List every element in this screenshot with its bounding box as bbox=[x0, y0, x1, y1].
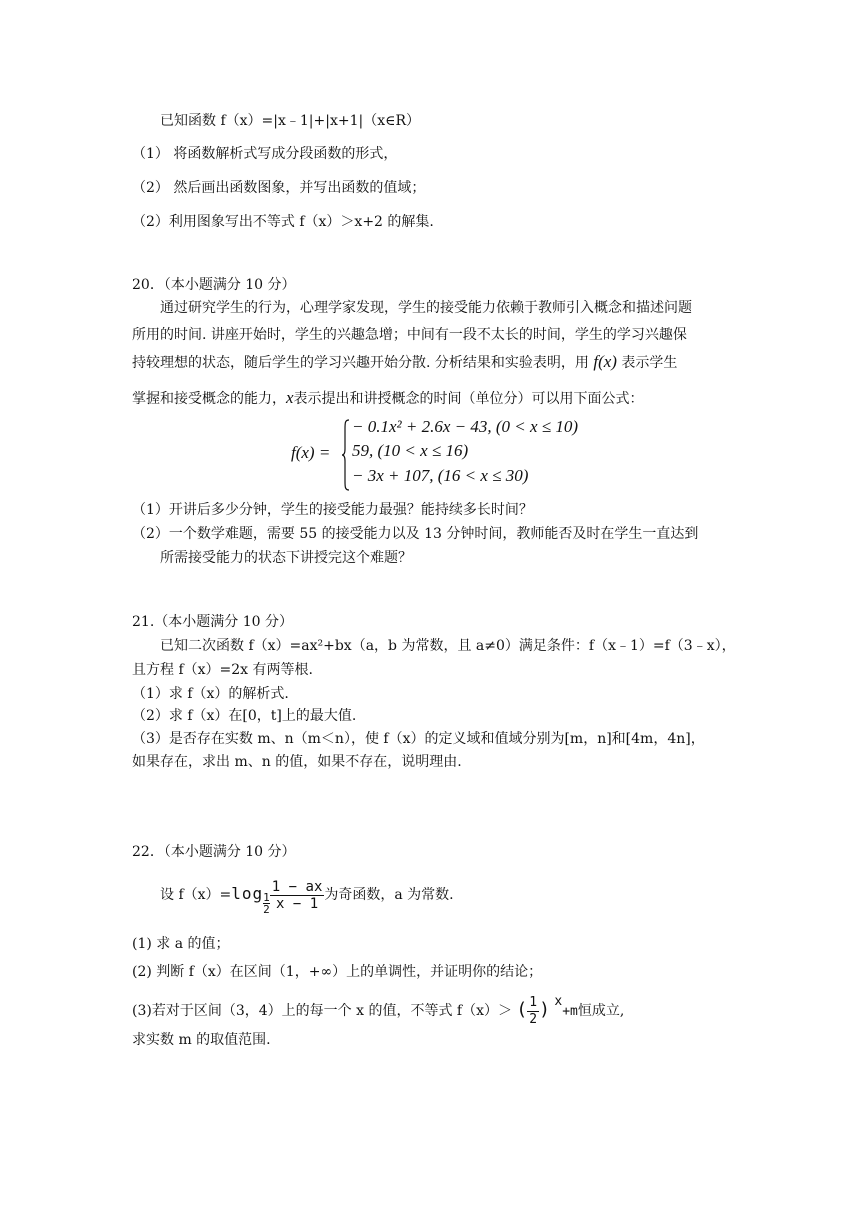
q19-item-3: （2）利用图象写出不等式 f（x）＞x+2 的解集. bbox=[132, 214, 434, 230]
q21-item-4: 如果存在，求出 m、n 的值，如果不存在，说明理由. bbox=[132, 754, 462, 770]
q22-item-1: (1) 求 a 的值； bbox=[132, 936, 230, 952]
log-arg-den: x − 1 bbox=[276, 895, 319, 912]
q20-line-4-text: 掌握和接受概念的能力， bbox=[132, 391, 286, 407]
formula-case-1: − 0.1x² + 2.6x − 43, (0 < x ≤ 10) bbox=[352, 417, 579, 436]
log-argument-fraction bbox=[270, 879, 325, 912]
q20-x-symbol: x bbox=[286, 388, 294, 407]
q20-line-2: 所用的时间. 讲座开始时，学生的兴趣急增；中间有一段不太长的时间，学生的学习兴趣保 bbox=[132, 327, 687, 343]
q20-line-4 bbox=[132, 388, 644, 409]
half-fraction bbox=[527, 995, 539, 1028]
q22-heading: 22．（本小题满分 10 分） bbox=[132, 844, 296, 860]
q22-item-3-suffix: 恒成立, bbox=[577, 1003, 625, 1019]
q20-question-2a: （2）一个数学难题，需要 55 的接受能力以及 13 分钟时间，教师能否及时在学生一直达到 bbox=[132, 526, 699, 542]
q20-line-1: 通过研究学生的行为，心理学家发现，学生的接受能力依赖于教师引入概念和描述问题 bbox=[160, 300, 692, 316]
paren-close: ) bbox=[539, 999, 550, 1020]
log-base bbox=[263, 892, 270, 915]
q19-intro: 已知函数 f（x）=|x﹣1|+|x+1|（x∈R） bbox=[160, 113, 420, 129]
q20-line-3 bbox=[132, 352, 677, 373]
formula-brace bbox=[342, 419, 350, 491]
q22-definition bbox=[160, 876, 454, 915]
q22-last: 求实数 m 的取值范围. bbox=[132, 1032, 271, 1048]
q22-item-3 bbox=[132, 994, 624, 1028]
log-symbol: log bbox=[231, 884, 264, 903]
plus-m: +m bbox=[562, 1004, 578, 1019]
q21-item-3: （3）是否存在实数 m、n（m＜n），使 f（x）的定义域和值域分别为[m，n]和[4m，4n]， bbox=[132, 731, 705, 747]
formula-case-2: 59, (10 < x ≤ 16) bbox=[352, 441, 469, 460]
log-base-num: 1 bbox=[263, 891, 270, 904]
q19-item-1: （1） 将函数解析式写成分段函数的形式， bbox=[132, 146, 398, 162]
q22-def-suffix: 为奇函数，a 为常数. bbox=[324, 887, 454, 903]
paren-open: ( bbox=[516, 999, 528, 1020]
exponent-x: x bbox=[554, 994, 563, 1009]
log-base-den: 2 bbox=[263, 903, 270, 916]
q21-item-2: （2）求 f（x）在[0，t]上的最大值. bbox=[132, 708, 357, 724]
log-arg-num: 1 − ax bbox=[271, 878, 323, 895]
half-num: 1 bbox=[529, 994, 538, 1010]
q22-def-prefix: 设 f（x）= bbox=[160, 887, 232, 903]
q20-question-2b: 所需接受能力的状态下讲授完这个难题？ bbox=[160, 550, 412, 566]
q20-line-3-tail: 表示学生 bbox=[621, 355, 678, 371]
q20-line-4-tail: 表示提出和讲授概念的时间（单位分）可以用下面公式： bbox=[293, 391, 644, 407]
q20-question-1: （1）开讲后多少分钟，学生的接受能力最强？能持续多长时间？ bbox=[132, 502, 533, 518]
q20-fx-symbol: f(x) bbox=[593, 352, 617, 371]
q21-item-1: （1）求 f（x）的解析式. bbox=[132, 686, 289, 702]
formula-case-3: − 3x + 107, (16 < x ≤ 30) bbox=[352, 466, 529, 485]
q22-item-3-prefix: (3)若对于区间（3，4）上的每一个 x 的值，不等式 f（x）＞ bbox=[132, 1003, 512, 1019]
q21-line-2: 且方程 f（x）=2x 有两等根. bbox=[132, 662, 313, 678]
q21-line-1: 已知二次函数 f（x）=ax²+bx（a，b 为常数，且 a≠0）满足条件：f（x﹣1）=f（3﹣x）， bbox=[160, 638, 736, 654]
q22-item-2: (2) 判断 f（x）在区间（1，+∞）上的单调性，并证明你的结论； bbox=[132, 964, 543, 980]
q20-heading: 20．（本小题满分 10 分） bbox=[132, 277, 296, 293]
formula-lhs: f(x) = bbox=[291, 443, 331, 462]
q20-line-3-text: 持较理想的状态，随后学生的学习兴趣开始分散. 分析结果和实验表明，用 bbox=[132, 355, 589, 371]
q21-heading: 21.（本小题满分 10 分） bbox=[132, 614, 293, 630]
q19-item-2: （2） 然后画出函数图象，并写出函数的值域； bbox=[132, 180, 426, 196]
half-den: 2 bbox=[529, 1011, 538, 1027]
